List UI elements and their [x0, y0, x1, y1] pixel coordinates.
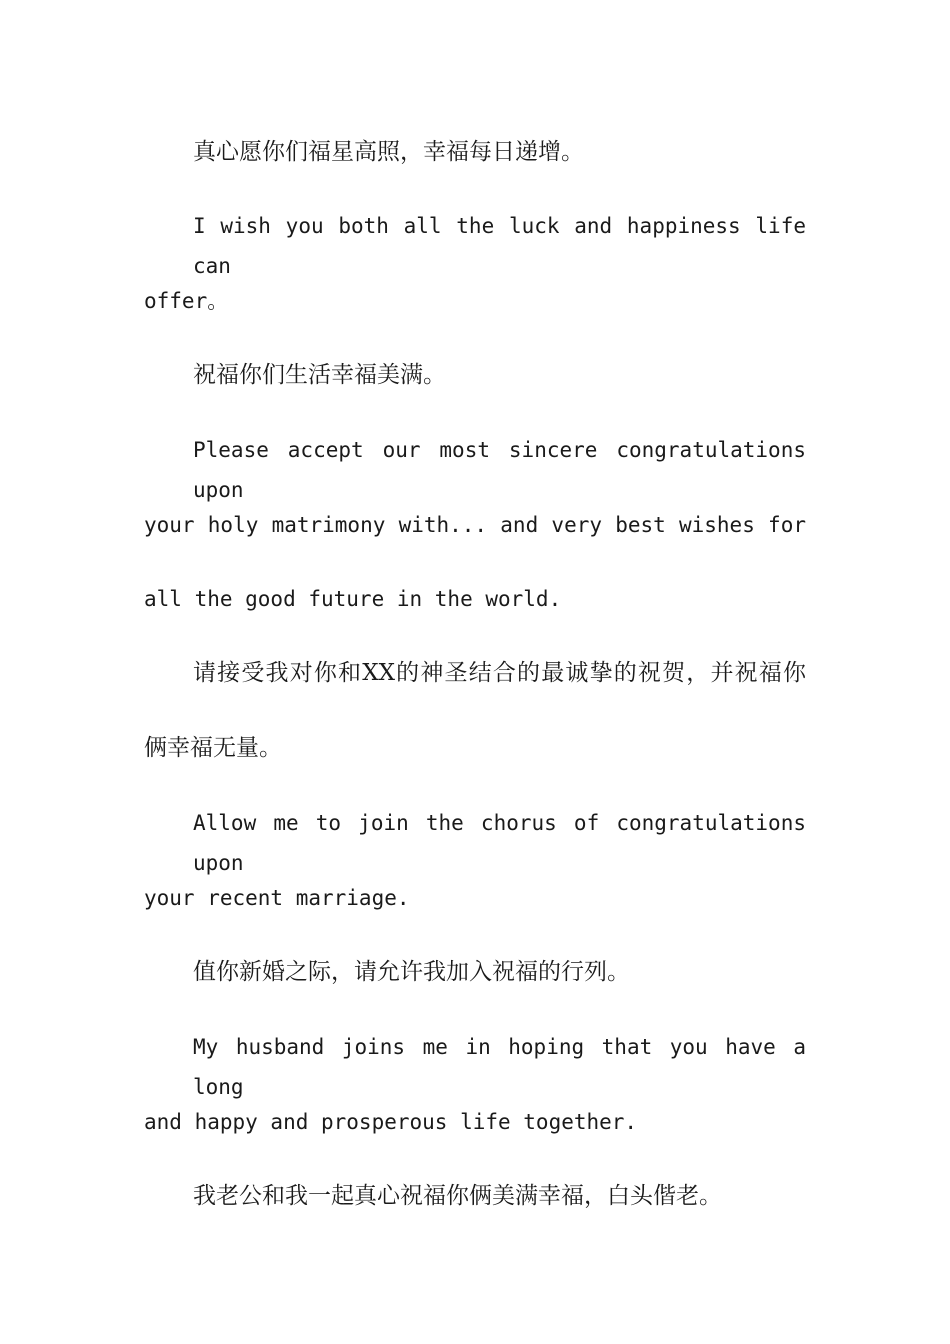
- paragraph-line: 值你新婚之际，请允许我加入祝福的行列。: [193, 959, 630, 985]
- paragraph-line: 俩幸福无量。: [144, 735, 282, 761]
- paragraph-line: Allow me to join the chorus of congratulations upon: [193, 811, 806, 875]
- paragraph-line: 祝福你们生活幸福美满。: [193, 362, 446, 388]
- paragraph-line: 请接受我对你和XX的神圣结合的最诚挚的祝贺，并祝福你: [193, 660, 806, 686]
- paragraph-line: I wish you both all the luck and happiness life can: [193, 214, 806, 278]
- paragraph-line: your holy matrimony with... and very best wishes for: [144, 513, 806, 537]
- paragraph-line: My husband joins me in hoping that you have a long: [193, 1035, 806, 1099]
- paragraph-line: and happy and prosperous life together.: [144, 1110, 638, 1134]
- paragraph-line: Please accept our most sincere congratulations upon: [193, 438, 806, 502]
- paragraph-line: your recent marriage.: [144, 886, 410, 910]
- paragraph-line: offer。: [144, 289, 229, 313]
- paragraph-line: 我老公和我一起真心祝福你俩美满幸福，白头偕老。: [193, 1183, 722, 1209]
- paragraph-line: 真心愿你们福星高照，幸福每日递增。: [193, 139, 584, 165]
- paragraph-line: all the good future in the world.: [144, 587, 562, 611]
